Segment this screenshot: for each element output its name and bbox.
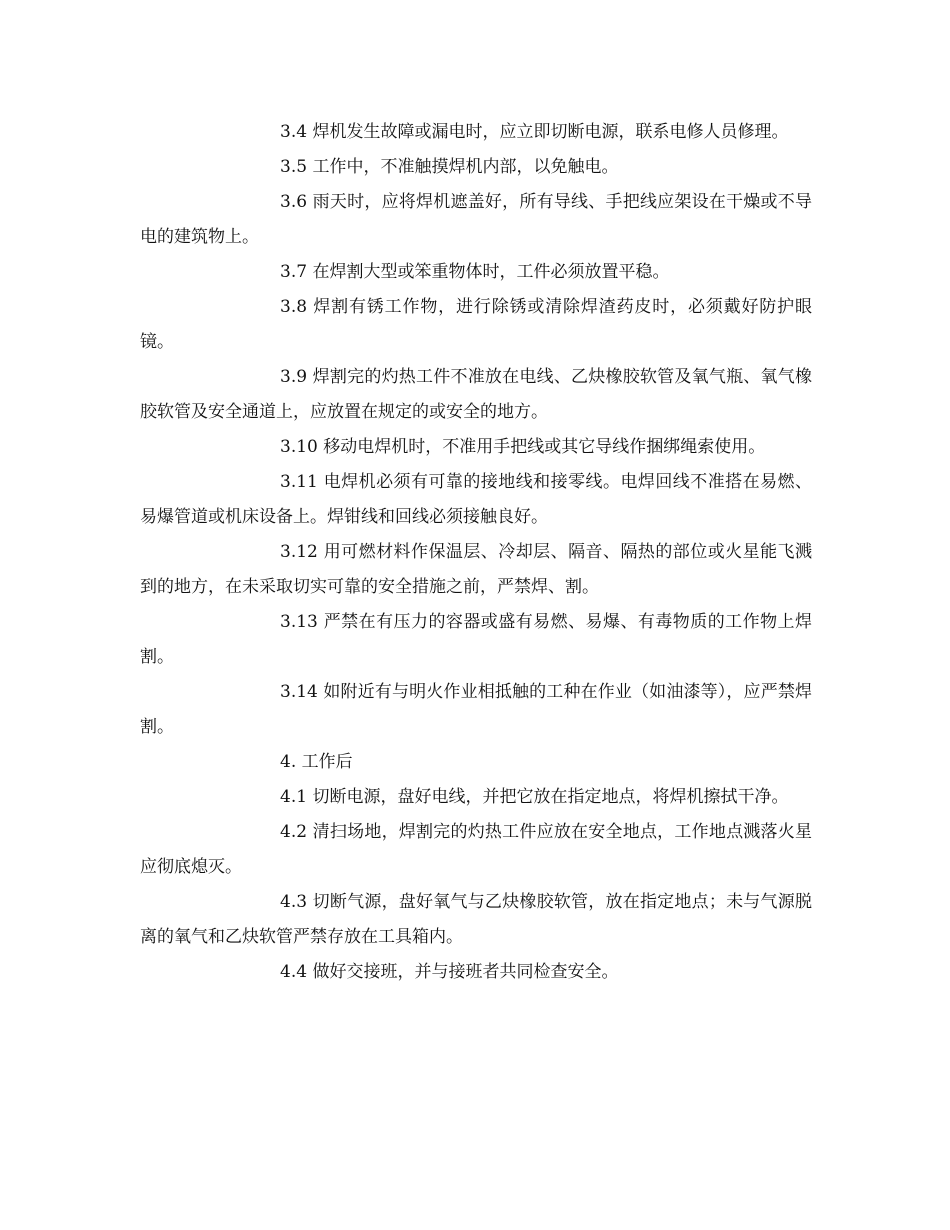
paragraph-3-13: 3.13 严禁在有压力的容器或盛有易燃、易爆、有毒物质的工作物上焊割。 [140, 612, 812, 667]
paragraph-3-11: 3.11 电焊机必须有可靠的接地线和接零线。电焊回线不准搭在易燃、易爆管道或机床设备上。焊钳线和回线必须接触良好。 [140, 472, 812, 527]
paragraph-3-4: 3.4 焊机发生故障或漏电时，应立即切断电源，联系电修人员修理。 [280, 122, 789, 142]
document-body [140, 115, 812, 990]
paragraph-3-5: 3.5 工作中，不准触摸焊机内部，以免触电。 [280, 157, 619, 177]
paragraph-3-8: 3.8 焊割有锈工作物，进行除锈或清除焊渣药皮时，必须戴好防护眼镜。 [140, 297, 812, 352]
paragraph-3-12: 3.12 用可燃材料作保温层、冷却层、隔音、隔热的部位或火星能飞溅到的地方，在未采取切实可靠的安全措施之前，严禁焊、割。 [140, 542, 812, 597]
paragraph-4-1: 4.1 切断电源，盘好电线，并把它放在指定地点，将焊机擦拭干净。 [280, 787, 789, 807]
paragraph-4-3: 4.3 切断气源，盘好氧气与乙炔橡胶软管，放在指定地点；未与气源脱离的氧气和乙炔软管严禁存放在工具箱内。 [140, 892, 812, 947]
paragraph-3-10: 3.10 移动电焊机时，不准用手把线或其它导线作捆绑绳索使用。 [280, 437, 766, 457]
paragraph-4-2: 4.2 清扫场地，焊割完的灼热工件应放在安全地点，工作地点溅落火星应彻底熄灭。 [140, 822, 812, 877]
section-heading-4: 4. 工作后 [280, 752, 353, 772]
paragraph-3-9: 3.9 焊割完的灼热工件不准放在电线、乙炔橡胶软管及氧气瓶、氧气橡胶软管及安全通道上，应放置在规定的或安全的地方。 [140, 367, 812, 422]
paragraph-4-4: 4.4 做好交接班，并与接班者共同检查安全。 [280, 962, 619, 982]
paragraph-3-6: 3.6 雨天时，应将焊机遮盖好，所有导线、手把线应架设在干燥或不导电的建筑物上。 [140, 192, 812, 247]
paragraph-3-7: 3.7 在焊割大型或笨重物体时，工件必须放置平稳。 [280, 262, 670, 282]
paragraph-3-14: 3.14 如附近有与明火作业相抵触的工种在作业（如油漆等），应严禁焊割。 [140, 682, 812, 737]
